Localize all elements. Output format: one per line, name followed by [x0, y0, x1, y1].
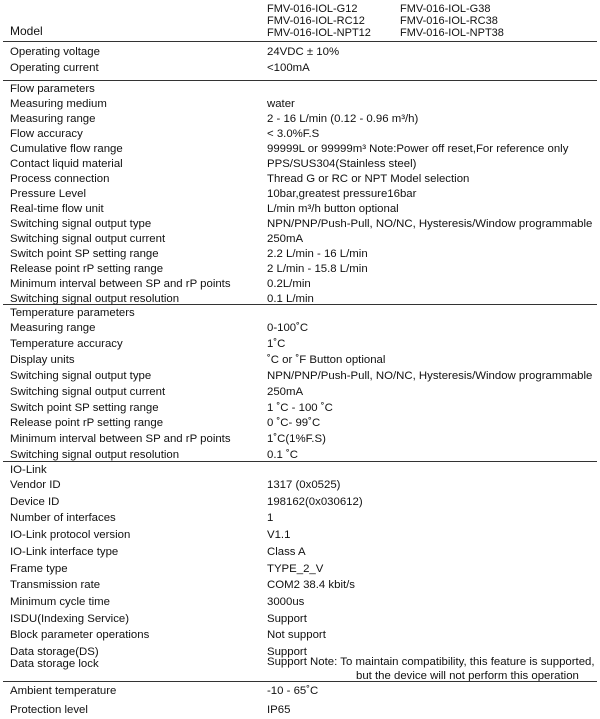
model-rc38: FMV-016-IOL-RC38	[400, 15, 498, 27]
model-g38: FMV-016-IOL-G38	[400, 3, 491, 15]
spec-value: 0.1 L/min	[267, 293, 314, 305]
spec-row	[10, 232, 598, 247]
spec-value: Support Note: To maintain compatibility, this feature is supported,	[267, 656, 595, 668]
spec-value: V1.1	[267, 529, 291, 542]
spec-label: Display units	[10, 353, 75, 366]
spec-row	[10, 172, 598, 187]
model-npt38: FMV-016-IOL-NPT38	[400, 27, 504, 39]
spec-value: 2 L/min - 15.8 L/min	[267, 263, 368, 275]
divider	[3, 681, 597, 682]
spec-label: Minimum interval between SP and rP points	[10, 278, 231, 290]
spec-row	[10, 545, 598, 560]
spec-label: Switching signal output type	[10, 369, 152, 382]
spec-value: ˚C or ˚F Button optional	[267, 353, 386, 366]
spec-value: <100mA	[267, 62, 310, 74]
spec-label: Measuring range	[10, 322, 96, 334]
spec-label: ISDU(Indexing Service)	[10, 612, 130, 625]
spec-row	[10, 401, 598, 416]
spec-value: Class A	[267, 545, 306, 558]
spec-label: Data storage lock	[10, 658, 99, 670]
spec-label: Number of interfaces	[10, 512, 116, 525]
spec-row	[10, 703, 598, 718]
spec-row	[10, 321, 598, 336]
spec-value: 1 ˚C - 100 ˚C	[267, 401, 333, 414]
spec-row	[10, 369, 598, 384]
spec-row	[10, 247, 598, 262]
spec-note: but the device will not perform this operation	[356, 670, 579, 682]
spec-label: Device ID	[10, 495, 60, 508]
spec-label: Ambient temperature	[10, 685, 117, 697]
spec-value: Support	[267, 612, 307, 625]
spec-row	[10, 61, 598, 76]
spec-row	[10, 416, 598, 431]
spec-value: NPN/PNP/Push-Pull, NO/NC, Hysteresis/Window programmable	[267, 218, 593, 230]
spec-row	[10, 495, 598, 510]
spec-label: Switch point SP setting range	[10, 248, 159, 260]
spec-label: Minimum cycle time	[10, 595, 110, 608]
spec-value: 1˚C	[267, 337, 286, 350]
spec-row	[10, 612, 598, 627]
spec-value: 3000us	[267, 595, 305, 608]
spec-label: Protection level	[10, 704, 88, 716]
spec-row	[10, 478, 598, 493]
spec-label: Switching signal output resolution	[10, 293, 180, 305]
spec-value: 1˚C(1%F.S)	[267, 433, 326, 446]
spec-value: 24VDC ± 10%	[267, 46, 340, 58]
spec-value: 99999L or 99999m³ Note:Power off reset,For reference only	[267, 143, 569, 155]
spec-row	[10, 528, 598, 543]
spec-label: Operating voltage	[10, 46, 100, 58]
spec-value: 250mA	[267, 385, 304, 398]
spec-row	[10, 187, 598, 202]
spec-value: COM2 38.4 kbit/s	[267, 579, 355, 592]
spec-value: water	[267, 98, 295, 110]
spec-label: Frame type	[10, 562, 68, 575]
spec-row	[10, 385, 598, 400]
spec-label: Minimum interval between SP and rP points	[10, 433, 231, 446]
section-title-flow: Flow parameters	[10, 83, 95, 95]
spec-value: 2.2 L/min - 16 L/min	[267, 248, 368, 260]
spec-row	[10, 217, 598, 232]
spec-label: Data storage(DS)	[10, 646, 99, 658]
spec-label: Switching signal output resolution	[10, 449, 180, 462]
spec-label: Block parameter operations	[10, 629, 150, 642]
spec-row	[10, 127, 598, 142]
section-title-temperature: Temperature parameters	[10, 307, 135, 319]
spec-label: Cumulative flow range	[10, 143, 123, 155]
spec-value: 0.2L/min	[267, 278, 311, 290]
model-npt12: FMV-016-IOL-NPT12	[267, 27, 371, 39]
spec-row	[10, 684, 598, 699]
spec-label: Contact liquid material	[10, 158, 123, 170]
spec-row	[10, 112, 598, 127]
spec-label: Switching signal output current	[10, 233, 166, 245]
spec-row	[10, 578, 598, 593]
spec-value: TYPE_2_V	[267, 562, 324, 575]
spec-label: Operating current	[10, 62, 99, 74]
spec-label: Measuring range	[10, 113, 96, 125]
spec-value: 0.1 ˚C	[267, 449, 299, 462]
spec-value: IP65	[267, 704, 291, 716]
spec-row	[10, 277, 598, 292]
model-rc12: FMV-016-IOL-RC12	[267, 15, 365, 27]
model-g12: FMV-016-IOL-G12	[267, 3, 358, 15]
spec-row	[10, 45, 598, 60]
spec-row	[10, 353, 598, 368]
section-title-iolink: IO-Link	[10, 464, 47, 476]
spec-label: Transmission rate	[10, 579, 101, 592]
spec-value: -10 - 65˚C	[267, 685, 319, 697]
spec-label: Switching signal output type	[10, 218, 152, 230]
spec-label: Pressure Level	[10, 188, 86, 200]
spec-label: IO-Link protocol version	[10, 529, 131, 542]
divider	[3, 80, 597, 81]
spec-value: Thread G or RC or NPT Model selection	[267, 173, 470, 185]
spec-row	[10, 595, 598, 610]
spec-row	[10, 511, 598, 526]
spec-row	[10, 97, 598, 112]
spec-label: Vendor ID	[10, 479, 61, 491]
spec-value: Support	[267, 646, 307, 658]
divider	[3, 461, 597, 462]
spec-value: 10bar,greatest pressure16bar	[267, 188, 417, 200]
divider	[3, 41, 597, 42]
spec-label: Flow accuracy	[10, 128, 83, 140]
spec-value: PPS/SUS304(Stainless steel)	[267, 158, 417, 170]
spec-row	[10, 142, 598, 157]
model-label: Model	[10, 24, 43, 38]
spec-value: 1	[267, 512, 274, 525]
spec-row	[10, 157, 598, 172]
spec-value: 2 - 16 L/min (0.12 - 0.96 m³/h)	[267, 113, 419, 125]
spec-row	[10, 262, 598, 277]
spec-value: Not support	[267, 629, 326, 642]
spec-label: Measuring medium	[10, 98, 107, 110]
spec-label: Switch point SP setting range	[10, 401, 159, 414]
spec-label: Release point rP setting range	[10, 417, 164, 430]
spec-row	[10, 562, 598, 577]
spec-value: 198162(0x030612)	[267, 495, 363, 508]
spec-value: NPN/PNP/Push-Pull, NO/NC, Hysteresis/Window programmable	[267, 369, 593, 382]
spec-value: 0 ˚C- 99˚C	[267, 417, 321, 430]
spec-row	[10, 202, 598, 217]
spec-label: Process connection	[10, 173, 110, 185]
spec-row	[10, 337, 598, 352]
spec-label: Switching signal output current	[10, 385, 166, 398]
spec-value: 1317 (0x0525)	[267, 479, 341, 491]
spec-label: IO-Link interface type	[10, 545, 119, 558]
spec-value: 250mA	[267, 233, 304, 245]
spec-label: Temperature accuracy	[10, 337, 123, 350]
spec-value: 0-100˚C	[267, 322, 309, 334]
divider	[3, 304, 597, 305]
spec-value: L/min m³/h button optional	[267, 203, 399, 215]
spec-value: < 3.0%F.S	[267, 128, 320, 140]
spec-row	[10, 432, 598, 447]
spec-row	[10, 628, 598, 643]
spec-label: Release point rP setting range	[10, 263, 164, 275]
spec-label: Real-time flow unit	[10, 203, 104, 215]
